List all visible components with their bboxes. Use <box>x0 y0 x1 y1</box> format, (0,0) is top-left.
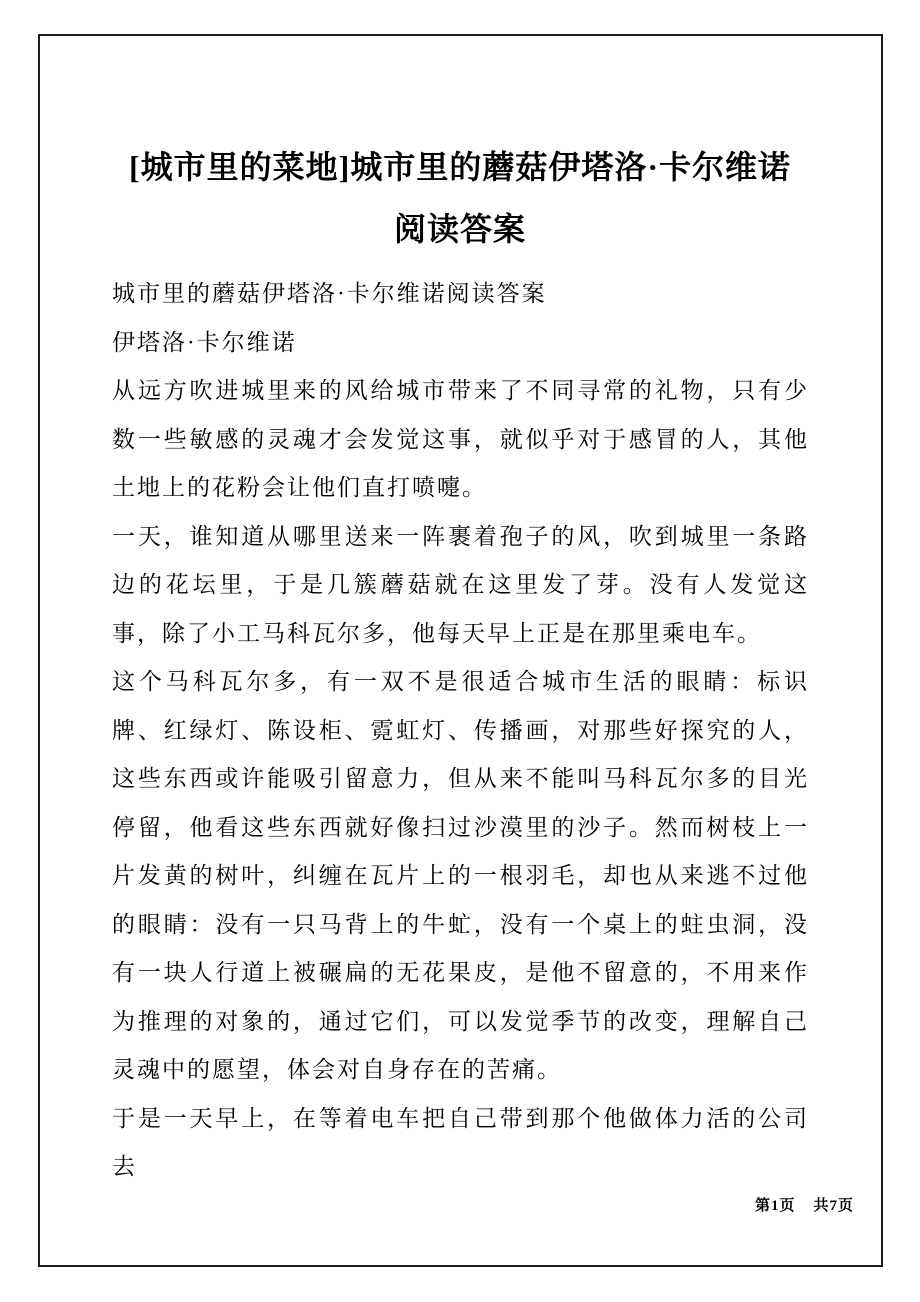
paragraph: 从远方吹进城里来的风给城市带来了不同寻常的礼物，只有少数一些敏感的灵魂才会发觉这事，就似乎对于感冒的人，其他土地上的花粉会让他们直打喷嚏。 <box>112 378 809 500</box>
paragraph: 这个马科瓦尔多，有一双不是很适合城市生活的眼睛：标识牌、红绿灯、陈设柜、霓虹灯、传播画，对那些好探究的人，这些东西或许能吸引留意力，但从来不能叫马科瓦尔多的目光停留，他看这些东西就好像扫过沙漠里的沙子。然而树枝上一片发黄的树叶，纠缠在瓦片上的一根羽毛，却也从来逃不过他的眼睛：没有一只马背上的牛虻，没有一个桌上的蛀虫洞，没有一块人行道上被碾扁的无花果皮，是他不留意的，不用来作为推理的对象的，通过它们，可以发觉季节的改变，理解自己灵魂中的愿望，体会对自身存在的苦痛。 <box>112 669 809 1082</box>
paragraph-author: 伊塔洛·卡尔维诺 <box>112 329 297 355</box>
page-footer <box>755 1194 854 1215</box>
paragraph-heading: 城市里的蘑菇伊塔洛·卡尔维诺阅读答案 <box>112 281 547 306</box>
document-body <box>112 270 809 1192</box>
document-title: [城市里的菜地]城市里的蘑菇伊塔洛·卡尔维诺阅读答案 <box>129 149 791 247</box>
paragraph: 一天，谁知道从哪里送来一阵裹着孢子的风，吹到城里一条路边的花坛里，于是几簇蘑菇就在这里发了芽。没有人发觉这事，除了小工马科瓦尔多，他每天早上正是在那里乘电车。 <box>112 523 809 646</box>
paragraph: 于是一天早上，在等着电车把自己带到那个他做体力活的公司去 <box>112 1105 809 1179</box>
page-number-label: 第1页 <box>754 1198 796 1214</box>
page-total-label: 共7页 <box>813 1198 854 1214</box>
